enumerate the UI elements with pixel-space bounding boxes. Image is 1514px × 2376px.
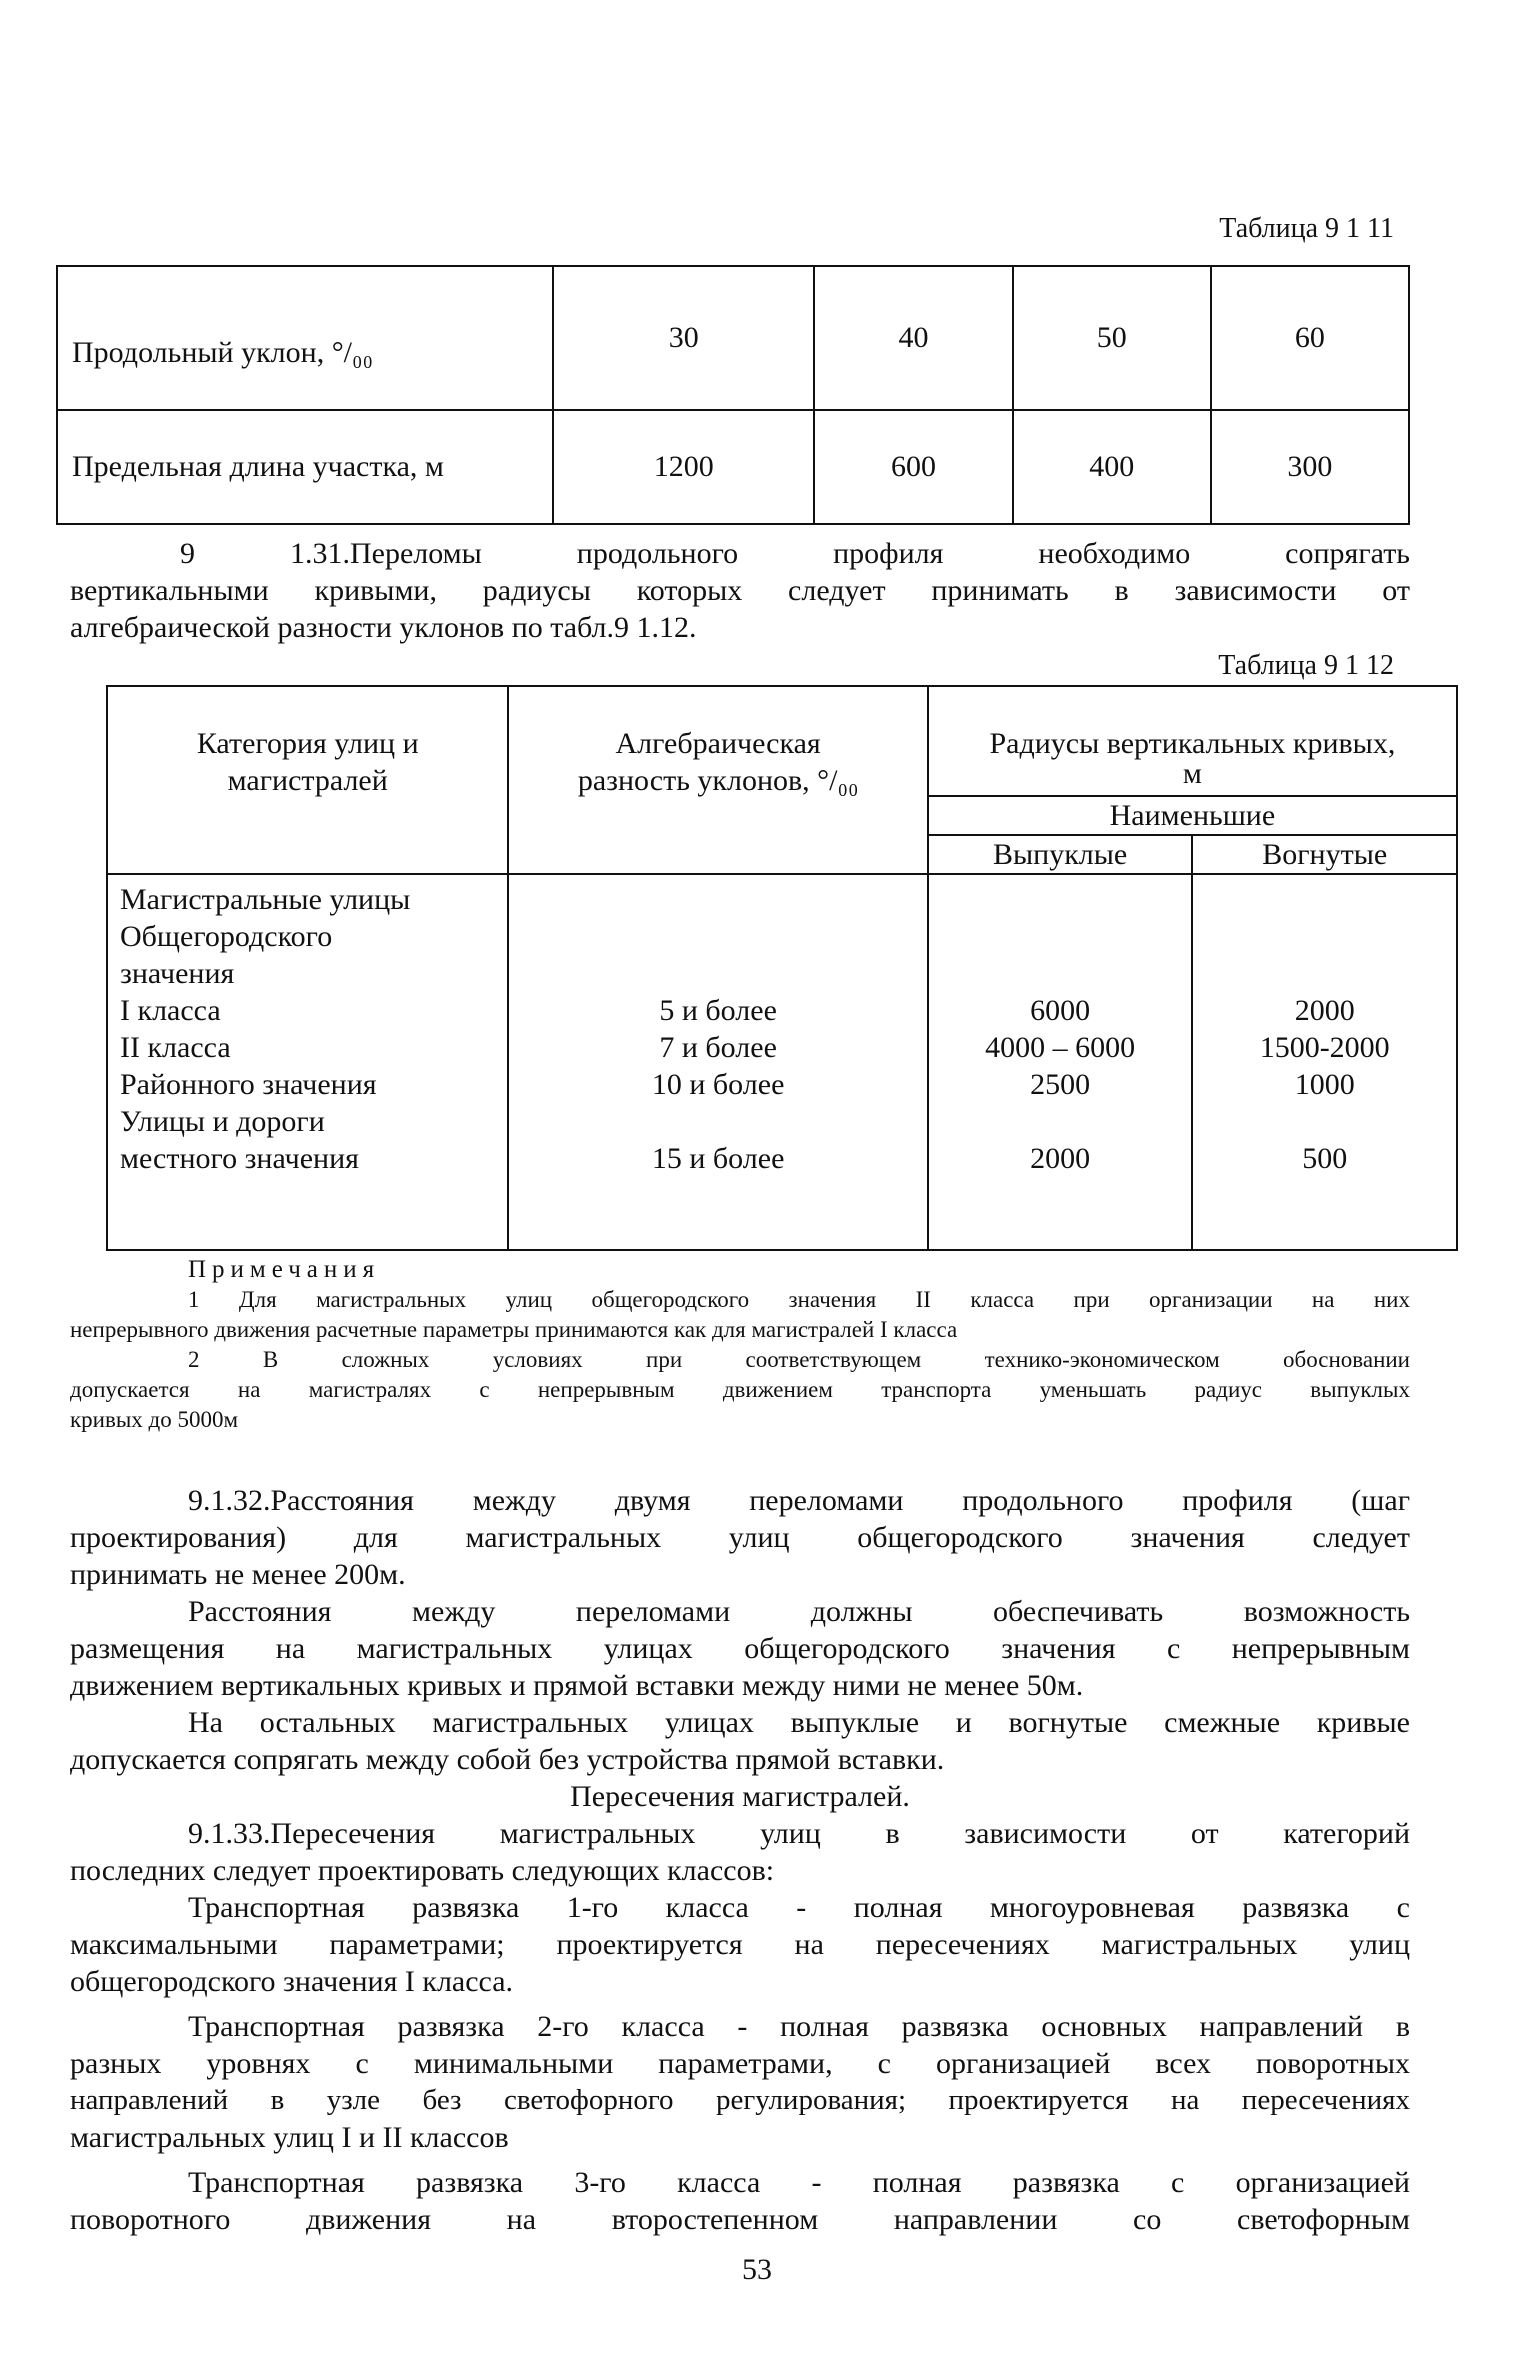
table-cell-line: 5 и более [659, 994, 777, 1027]
table-cell-line [509, 881, 926, 918]
table-cell-line [1193, 918, 1456, 955]
table-cell-line: 2000 [1030, 1142, 1091, 1175]
category-line: Улицы и дороги [120, 1105, 325, 1138]
table-cell-line [509, 1103, 926, 1140]
text-line: алгебраической разности уклонов по табл.9 1.12. [70, 611, 697, 644]
table-cell-line [929, 918, 1192, 955]
header-line: разность уклонов, °/₀₀ [577, 764, 859, 797]
page-number: 53 [742, 2253, 772, 2286]
table-cell-line [1193, 881, 1456, 918]
text-line: На остальных магистральных улицах выпуклые и вогнутые смежные кривые [188, 1706, 1410, 1739]
table-cell-line [509, 955, 926, 992]
note-line: 2 В сложных условиях при соответствующем технико-экономическом обосновании [188, 1347, 1410, 1372]
table-cell: 60 [1211, 266, 1409, 410]
text-line: общегородского значения I класса. [70, 1965, 514, 1998]
table-cell: 30 [553, 266, 814, 410]
table-cell: 50 [1013, 266, 1211, 410]
table-cell-line: 500 [1302, 1142, 1348, 1175]
text-line: направлений в узле без светофорного регулирования; проектируется на пересечениях [70, 2084, 1410, 2116]
table-row [57, 266, 1409, 410]
table-cell-line: 2000 [1294, 994, 1355, 1027]
table-9-1-12 [106, 685, 1458, 1251]
header-radii [928, 686, 1457, 796]
difference-column [508, 874, 927, 1250]
text-line: последних следует проектировать следующих классов: [70, 1854, 775, 1887]
concave-column [1192, 874, 1457, 1250]
table-cell-line [1193, 1103, 1456, 1140]
table-cell-line: 4000 – 6000 [985, 1031, 1136, 1064]
table-cell-line: 15 и более [651, 1142, 785, 1175]
table-cell: 600 [814, 410, 1012, 524]
note-line: допускается на магистралях с непрерывным движением транспорта уменьшать радиус выпуклых [70, 1377, 1410, 1402]
text-line: движением вертикальных кривых и прямой вставки между ними не менее 50м. [70, 1669, 1084, 1702]
table-cell: 400 [1013, 410, 1211, 524]
table-cell-line [929, 955, 1192, 992]
text-line: допускается сопрягать между собой без устройства прямой вставки. [70, 1743, 945, 1776]
table-notes [70, 1255, 1410, 1435]
header-line: Радиусы вертикальных кривых, [989, 727, 1396, 760]
header-line: Алгебраическая [615, 727, 821, 760]
text-line: разных уровнях с минимальными параметрами, с организацией всех поворотных [70, 2047, 1410, 2080]
table-9-1-11 [56, 265, 1410, 525]
table-9-1-11-caption: Таблица 9 1 11 [1219, 213, 1394, 244]
text-line: 9 1.31.Переломы продольного профиля необходимо сопрягать [180, 537, 1410, 570]
header-smallest: Наименьшие [928, 796, 1457, 835]
category-line: Магистральные улицы [120, 883, 411, 916]
category-column [107, 874, 508, 1250]
note-line: кривых до 5000м [70, 1407, 239, 1432]
category-line: II класса [120, 1031, 231, 1064]
text-line: Транспортная развязка 1-го класса - полная многоуровневая развязка с [188, 1891, 1410, 1924]
category-line: значения [120, 957, 235, 990]
table-row [57, 410, 1409, 524]
header-line: Категория улиц и [196, 727, 419, 760]
table-cell-line: 1000 [1294, 1068, 1355, 1101]
header-line: м [1182, 757, 1202, 790]
text-line: поворотного движения на второстепенном направлении со светофорным [70, 2203, 1410, 2236]
table-cell: 1200 [553, 410, 814, 524]
table-cell-line: 2500 [1030, 1068, 1091, 1101]
header-category [107, 686, 508, 874]
header-line: магистралей [227, 764, 388, 797]
text-line: 9.1.32.Расстояния между двумя переломами продольного профиля (шаг [188, 1484, 1410, 1517]
row-label: Предельная длина участка, м [57, 410, 553, 524]
table-cell-line [929, 1103, 1192, 1140]
text-line: проектирования) для магистральных улиц общегородского значения следует [70, 1521, 1410, 1554]
text-line: Транспортная развязка 2-го класса - полная развязка основных направлений в [188, 2010, 1410, 2043]
paragraph-9-1-31 [70, 535, 1410, 646]
category-line: местного значения [120, 1142, 359, 1175]
paragraph-9-1-32 [70, 1482, 1410, 1815]
category-line: I класса [120, 994, 221, 1027]
note-line: непрерывного движения расчетные параметры принимаются как для магистралей I класса [70, 1317, 958, 1342]
category-line: Общегородского [120, 920, 333, 953]
note-line: 1 Для магистральных улиц общегородского значения II класса при организации на них [188, 1287, 1410, 1312]
text-line: максимальными параметрами; проектируется на пересечениях магистральных улиц [70, 1928, 1410, 1961]
row-label: Продольный уклон, °/₀₀ [57, 266, 553, 410]
table-cell-line [509, 918, 926, 955]
text-line: 9.1.33.Пересечения магистральных улиц в зависимости от категорий [188, 1817, 1410, 1850]
paragraph-9-1-33 [70, 1815, 1410, 2238]
table-cell: 40 [814, 266, 1012, 410]
notes-title: Примечания [188, 1256, 381, 1283]
section-heading: Пересечения магистралей. [570, 1780, 910, 1813]
table-cell-line: 1500-2000 [1259, 1031, 1390, 1064]
table-cell-line: 10 и более [651, 1068, 785, 1101]
table-cell-line [929, 881, 1192, 918]
text-line: вертикальными кривыми, радиусы которых следует принимать в зависимости от [70, 574, 1410, 607]
text-line: принимать не менее 200м. [70, 1558, 406, 1591]
header-difference [508, 686, 927, 874]
convex-column [928, 874, 1193, 1250]
header-concave: Вогнутые [1192, 835, 1457, 874]
text-line: магистральных улиц I и II классов [70, 2121, 509, 2154]
table-cell-line [1193, 955, 1456, 992]
table-cell-line: 6000 [1030, 994, 1091, 1027]
table-cell-line: 7 и более [659, 1031, 777, 1064]
text-line: Расстояния между переломами должны обеспечивать возможность [188, 1595, 1410, 1628]
table-cell: 300 [1211, 410, 1409, 524]
header-convex: Выпуклые [928, 835, 1193, 874]
table-9-1-12-caption: Таблица 9 1 12 [1218, 650, 1394, 681]
category-line: Районного значения [120, 1068, 377, 1101]
text-line: Транспортная развязка 3-го класса - полная развязка с организацией [188, 2166, 1410, 2199]
text-line: размещения на магистральных улицах общегородского значения с непрерывным [70, 1632, 1410, 1665]
